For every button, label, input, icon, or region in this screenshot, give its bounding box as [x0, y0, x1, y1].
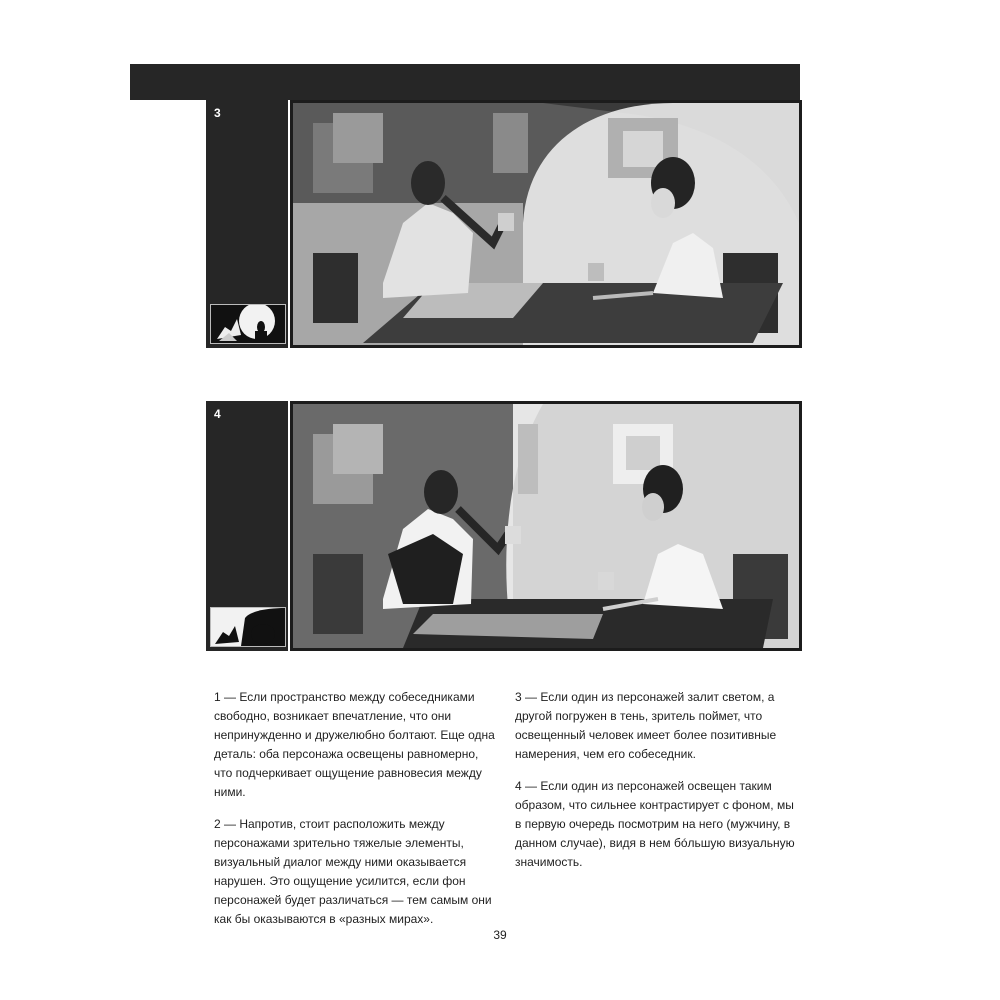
top-header-band [130, 64, 800, 100]
panel-3-value-thumbnail [210, 304, 286, 344]
panel-4-number: 4 [214, 407, 221, 421]
caption-3: 3 — Если один из персонажей залит светом, а другой погружен в тень, зритель поймет, что освещенный человек имеет более позитивные намерения, чем его собеседник. [515, 690, 777, 761]
caption-column-left [214, 688, 497, 942]
page-number: 39 [493, 928, 507, 942]
panel-4-value-thumbnail [210, 607, 286, 647]
caption-2: 2 — Напротив, стоит расположить между персонажами зрительно тяжелые элементы, визуальный диалог между ними оказывается нарушен. Это ощущение усилится, если фон персонажей будет различаться — тем самым они как бы оказываются в «разных мирах». [214, 817, 492, 926]
caption-column-right [515, 688, 798, 885]
caption-4: 4 — Если один из персонажей освещен таким образом, что сильнее контрастирует с фоном, мы в первую очередь посмотрим на него (мужчину, в данном случае), видя в нем бóльшую визуальную значимость. [515, 779, 795, 869]
storyboard-frame-3 [290, 100, 802, 348]
storyboard-frame-4 [290, 401, 802, 651]
panel-3-sidebar [206, 100, 288, 348]
panel-4-sidebar [206, 401, 288, 651]
caption-1: 1 — Если пространство между собеседниками свободно, возникает впечатление, что они непринужденно и дружелюбно болтают. Еще одна деталь: оба персонажа освещены равномерно, что подчеркивает ощущение равновесия между ними. [214, 690, 495, 799]
panel-3-number: 3 [214, 106, 221, 120]
